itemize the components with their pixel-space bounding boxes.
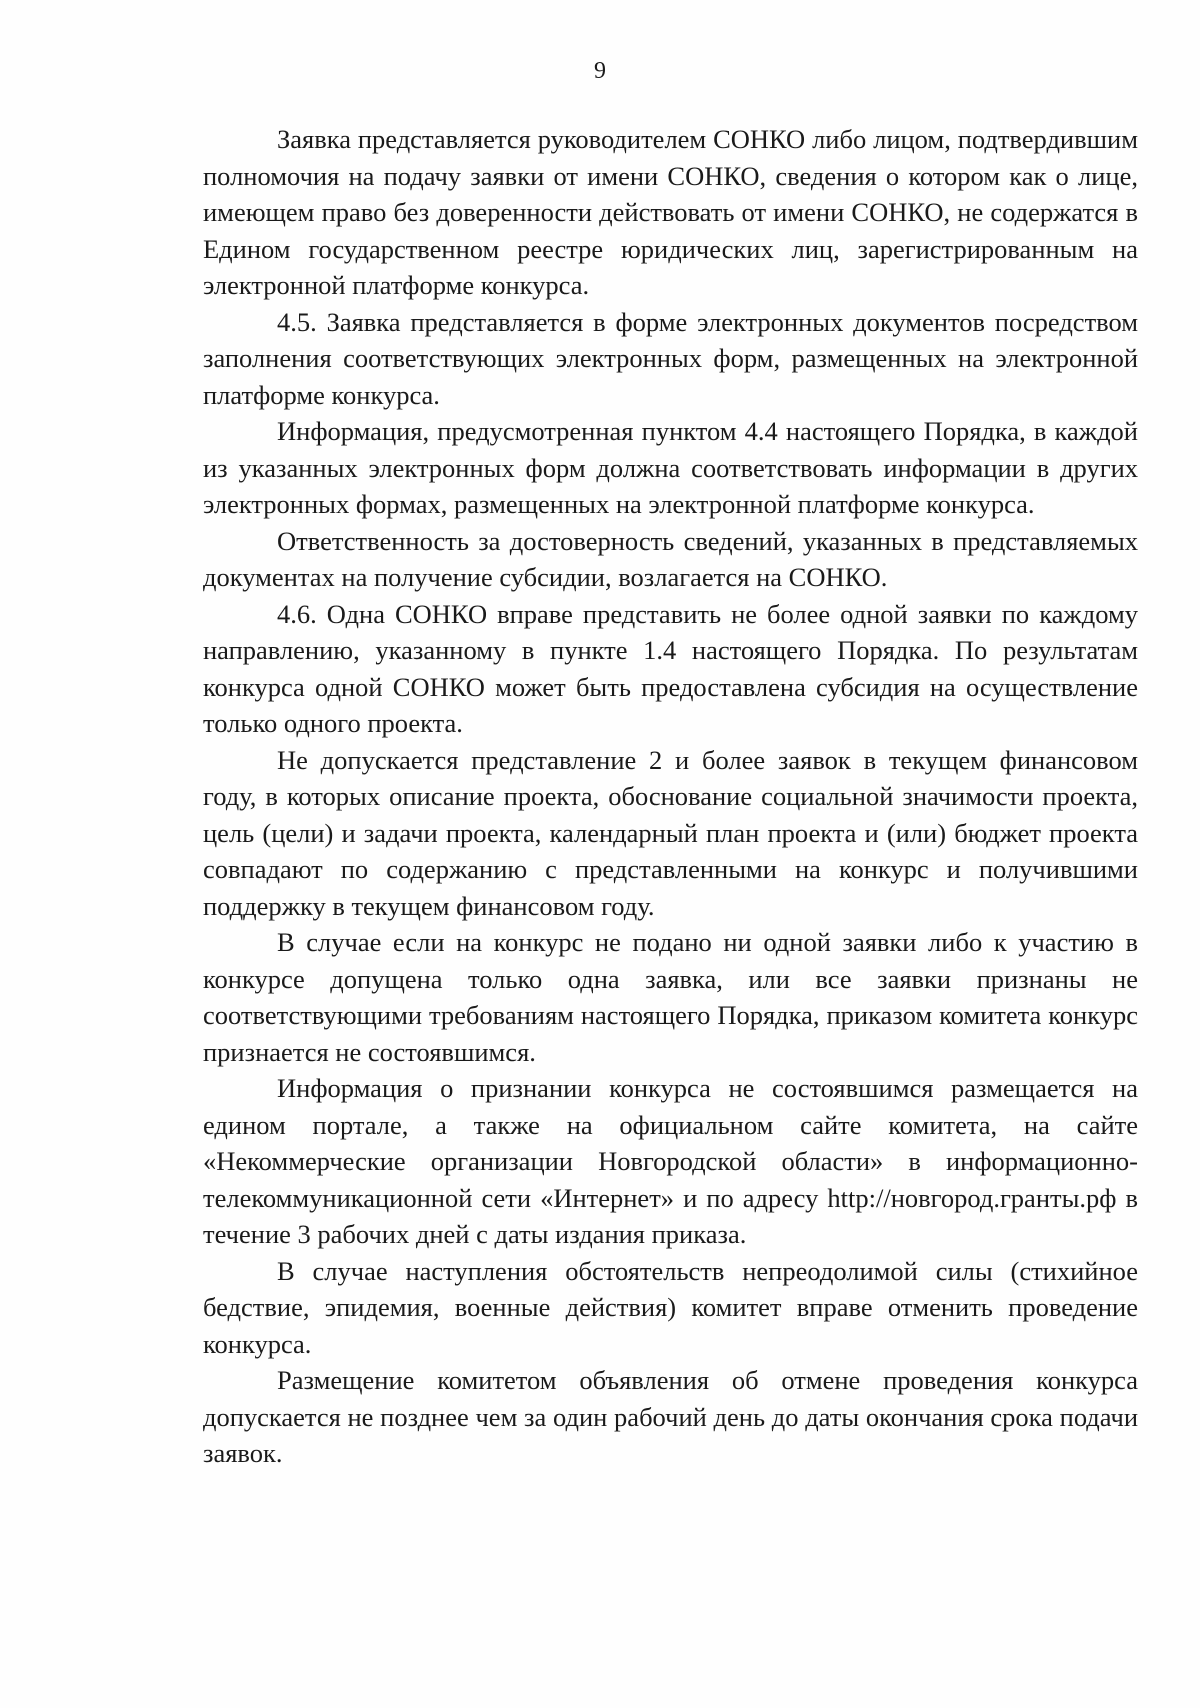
- paragraph: Заявка представляется руководителем СОНКО либо лицом, подтвердившим полномочия на подачу заявки от имени СОНКО, сведения о котором как о лице, имеющем право без доверенности действовать от имени СОНКО, не содержатся в Едином государственном реестре юридических лиц, зарегистрированным на электронной платформе конкурса.: [203, 124, 1138, 300]
- paragraph: В случае наступления обстоятельств непреодолимой силы (стихийное бедствие, эпидемия, военные действия) комитет вправе отменить проведение конкурса.: [203, 1255, 1138, 1359]
- paragraph: Размещение комитетом объявления об отмене проведения конкурса допускается не позднее чем за один рабочий день до даты окончания срока подачи заявок.: [203, 1365, 1138, 1468]
- document-body: [203, 121, 1138, 1472]
- paragraph: 4.5. Заявка представляется в форме электронных документов посредством заполнения соответствующих электронных форм, размещенных на электронной платформе конкурса.: [203, 306, 1138, 410]
- page-number: 9: [594, 58, 606, 84]
- paragraph: Информация, предусмотренная пунктом 4.4 настоящего Порядка, в каждой из указанных электронных форм должна соответствовать информации в других электронных формах, размещенных на электронной платформе конкурса.: [203, 416, 1138, 519]
- paragraph: В случае если на конкурс не подано ни одной заявки либо к участию в конкурсе допущена только одна заявка, или все заявки признаны не соответствующими требованиям настоящего Порядка, приказом комитета конкурс признается не состоявшимся.: [203, 927, 1138, 1067]
- paragraph: 4.6. Одна СОНКО вправе представить не более одной заявки по каждому направлению, указанному в пункте 1.4 настоящего Порядка. По результатам конкурса одной СОНКО может быть предоставлена субсидия на осуществление только одного проекта.: [203, 598, 1138, 738]
- paragraph: Ответственность за достоверность сведений, указанных в представляемых документах на получение субсидии, возлагается на СОНКО.: [203, 525, 1138, 592]
- paragraph: Не допускается представление 2 и более заявок в текущем финансовом году, в которых описание проекта, обоснование социальной значимости проекта, цель (цели) и задачи проекта, календарный план проекта и (или) бюджет проекта совпадают по содержанию с представленными на конкурс и получившими поддержку в текущем финансовом году.: [203, 744, 1138, 921]
- paragraph: Информация о признании конкурса не состоявшимся размещается на едином портале, а также на официальном сайте комитета, на сайте «Некоммерческие организации Новгородской области» в информационно-телекоммуникационной сети «Интернет» и по адресу http://новгород.гранты.рф в течение 3 рабочих дней с даты издания приказа.: [203, 1073, 1138, 1249]
